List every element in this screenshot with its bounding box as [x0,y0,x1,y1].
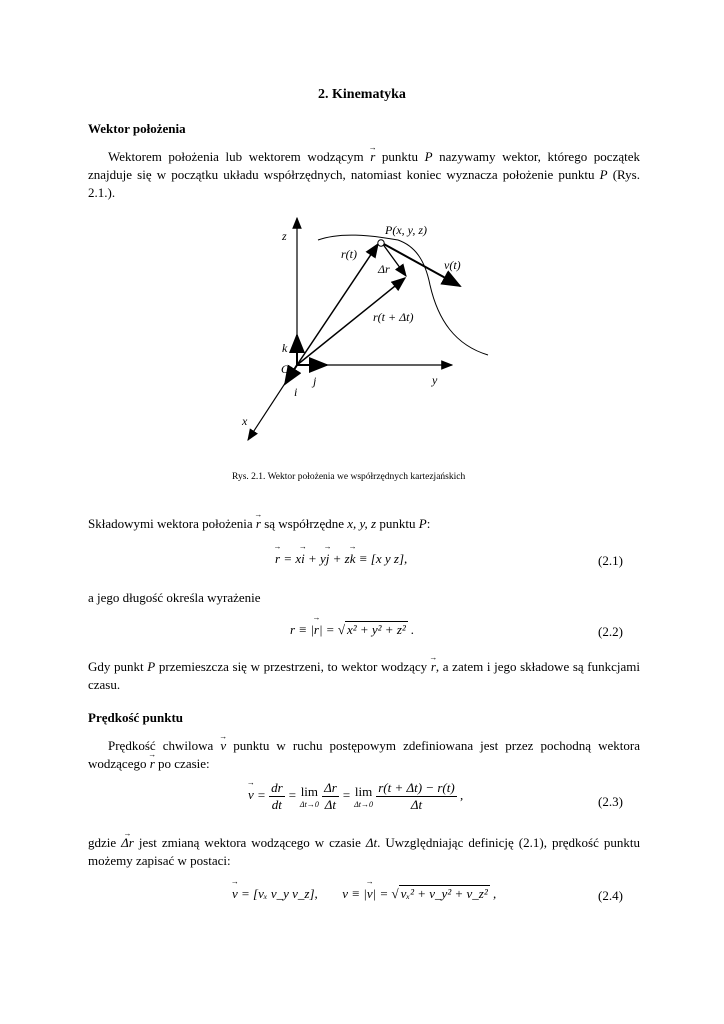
paragraph-position-vector-definition: Wektorem położenia lub wektorem wodzącym → r punktu P nazywamy wektor, którego początek znajduje się w początku układu współrzędnych, natomiast koniec wyznacza położenie punktu P (Rys. 2.1.). [88,148,640,202]
paragraph-velocity-components: gdzie → Δr jest zmianą wektora wodzącego w czasie Δt. Uwzględniając definicję (2.1), prędkość punktu możemy zapisać w postaci: [88,834,640,870]
equation-number-2-2: (2.2) [598,624,623,639]
label-delta-r: Δr [378,262,390,276]
label-r-t-dt: r(t + Δt) [373,310,414,324]
equation-number-2-1: (2.1) [598,553,623,568]
equation-2-2: r ≡ |→ r| = √ x² + y² + z² . [290,622,414,638]
paragraph-velocity-definition: Prędkość chwilowa → v punktu w ruchu postępowym zdefiniowana jest przez pochodną wektora wodzącego → r po czasie: [88,737,640,773]
paragraph-length: a jego długość określa wyrażenie [88,590,261,605]
paragraph-components: Składowymi wektora położenia → r są współrzędne x, y, z punktu P: [88,515,640,533]
figure-caption: Rys. 2.1. Wektor położenia we współrzędnych kartezjańskich [232,472,466,482]
label-P: P(x, y, z) [385,223,427,237]
vector-r-t [297,244,378,365]
label-i: i [294,385,298,399]
equation-2-3: → v = $\frac{dr}{dt}$ = lim Δt→0 $\frac{\Delta r}{\Delta t}$ = lim Δt→0 $\frac{r(t + \Delta t) - r(t)}{\Delta t}$ , [248,780,463,813]
label-x: x [242,414,248,428]
equation-2-4: → v = [vₓ v_y v_z], v ≡ |→ v| = √ vₓ² + v_y² + v_z² , [232,886,496,902]
section-heading-position-vector: Wektor położenia [88,121,186,136]
paragraph-time-function: Gdy punkt P przemieszcza się w przestrzeni, to wektor wodzący → r, a zatem i jego składowe są funkcjami czasu. [88,658,640,694]
section-heading-velocity: Prędkość punktu [88,710,183,725]
label-k: k [282,341,288,355]
chapter-title: 2. Kinematyka [318,87,406,102]
point-P [378,240,384,246]
figure-position-vector [230,210,510,450]
equation-number-2-3: (2.3) [598,794,623,809]
equation-number-2-4: (2.4) [598,888,623,903]
label-r-t: r(t) [341,247,357,261]
label-v-t: v(t) [444,258,461,272]
label-z: z [282,229,287,243]
label-j: j [313,374,317,388]
label-y: y [432,373,438,387]
label-O: O [281,362,290,376]
equation-2-1: → r = x→ i + y→ j + z→ k ≡ [x y z], [275,551,407,567]
